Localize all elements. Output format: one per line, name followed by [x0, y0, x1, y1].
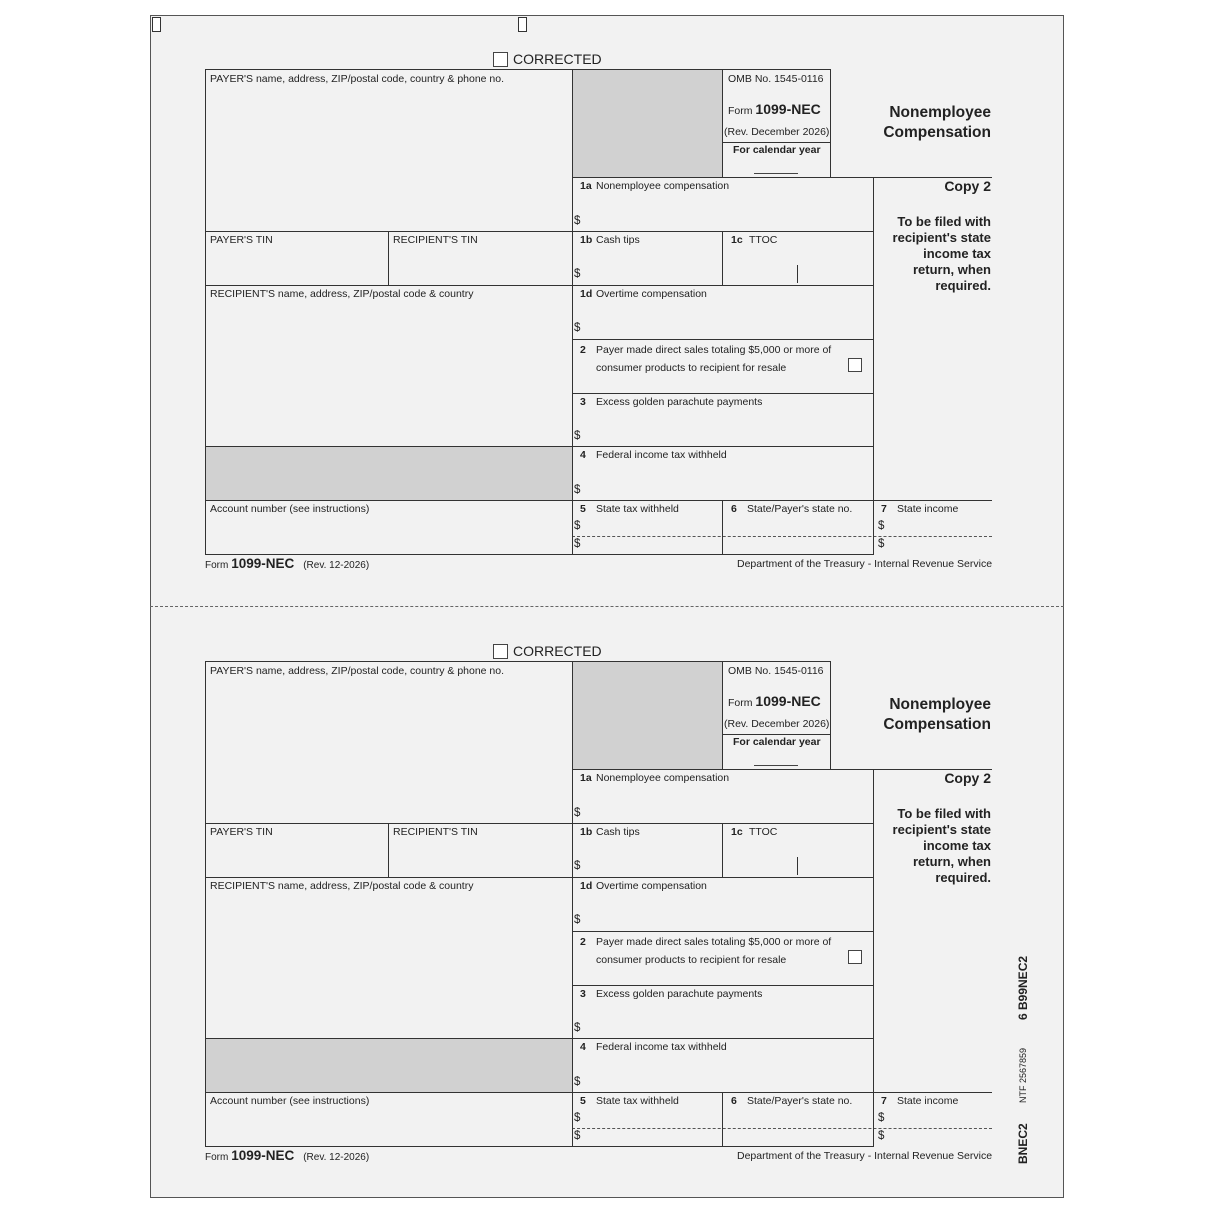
box-1d-label: 1d Overtime compensation — [580, 288, 707, 300]
footer-department: Department of the Treasury - Internal Revenue Service — [737, 558, 993, 570]
box-4-label: 4 Federal income tax withheld — [580, 449, 727, 461]
form-title: Nonemployee Compensation — [883, 104, 991, 141]
box-1a-dollar: $ — [574, 215, 581, 227]
recipient-tin-label: RECIPIENT'S TIN — [393, 234, 478, 246]
box-5-dollar-1: $ — [574, 1112, 581, 1124]
omb-number: OMB No. 1545-0116 — [728, 665, 824, 677]
revision-date: (Rev. December 2026) — [724, 718, 830, 730]
box-7-label: 7 State income — [881, 503, 959, 515]
recipient-name-label: RECIPIENT'S name, address, ZIP/postal code & country — [210, 288, 474, 300]
box-2-label: 2 Payer made direct sales totaling $5,000 or more of consumer products to recipient for resale — [580, 936, 832, 966]
footer-form-id: Form 1099-NEC (Rev. 12-2026) — [205, 1148, 370, 1163]
box-7-dollar-2: $ — [878, 1130, 885, 1142]
box-4-dollar: $ — [574, 1076, 581, 1088]
box-6-label: 6 State/Payer's state no. — [731, 1095, 853, 1107]
form-1099-nec-top — [0, 0, 1214, 580]
box-2-checkbox[interactable] — [848, 358, 862, 372]
corrected-checkbox[interactable] — [493, 644, 508, 659]
form-code-b99nec2: 6 B99NEC2 — [1016, 955, 1030, 1020]
box-5-dollar-2: $ — [574, 1130, 581, 1142]
recipient-name-label: RECIPIENT'S name, address, ZIP/postal code & country — [210, 880, 474, 892]
revision-date: (Rev. December 2026) — [724, 126, 830, 138]
omb-number: OMB No. 1545-0116 — [728, 73, 824, 85]
form-code-ntf: NTF 2567859 — [1018, 1047, 1028, 1103]
box-7-label: 7 State income — [881, 1095, 959, 1107]
box-1b-label: 1b Cash tips — [580, 234, 640, 246]
shaded-area-lower — [206, 447, 572, 500]
form-number: Form 1099-NEC — [728, 693, 821, 709]
box-7-dollar-1: $ — [878, 1112, 885, 1124]
box-1b-dollar: $ — [574, 268, 581, 280]
box-3-dollar: $ — [574, 430, 581, 442]
shaded-area-top — [572, 662, 722, 769]
box-3-label: 3 Excess golden parachute payments — [580, 988, 763, 1000]
box-4-label: 4 Federal income tax withheld — [580, 1041, 727, 1053]
calendar-year-label: For calendar year — [733, 144, 821, 156]
box-1c-label: 1c TTOC — [731, 234, 778, 246]
shaded-area-lower — [206, 1039, 572, 1092]
box-1d-dollar: $ — [574, 322, 581, 334]
copy-instructions: To be filed with recipient's state income tax return, when required. — [892, 214, 991, 293]
box-5-dollar-1: $ — [574, 520, 581, 532]
copy-instructions: To be filed with recipient's state income tax return, when required. — [892, 806, 991, 885]
payer-name-label: PAYER'S name, address, ZIP/postal code, country & phone no. — [210, 665, 505, 677]
copy-label: Copy 2 — [944, 770, 991, 786]
box-1d-label: 1d Overtime compensation — [580, 880, 707, 892]
box-5-dollar-2: $ — [574, 538, 581, 550]
box-3-dollar: $ — [574, 1022, 581, 1034]
box-5-label: 5 State tax withheld — [580, 503, 679, 515]
box-1b-label: 1b Cash tips — [580, 826, 640, 838]
box-1b-dollar: $ — [574, 860, 581, 872]
form-number: Form 1099-NEC — [728, 101, 821, 117]
box-4-dollar: $ — [574, 484, 581, 496]
recipient-tin-label: RECIPIENT'S TIN — [393, 826, 478, 838]
box-6-label: 6 State/Payer's state no. — [731, 503, 853, 515]
box-3-label: 3 Excess golden parachute payments — [580, 396, 763, 408]
box-1d-dollar: $ — [574, 914, 581, 926]
copy-label: Copy 2 — [944, 178, 991, 194]
account-number-label: Account number (see instructions) — [210, 503, 370, 515]
corrected-label: CORRECTED — [513, 643, 602, 659]
box-7-dollar-1: $ — [878, 520, 885, 532]
corrected-checkbox[interactable] — [493, 52, 508, 67]
footer-form-id: Form 1099-NEC (Rev. 12-2026) — [205, 556, 370, 571]
form-1099-nec-bottom — [0, 592, 1214, 1172]
box-1a-label: 1a Nonemployee compensation — [580, 772, 730, 784]
form-title: Nonemployee Compensation — [883, 696, 991, 733]
payer-tin-label: PAYER'S TIN — [210, 234, 273, 246]
box-1a-label: 1a Nonemployee compensation — [580, 180, 730, 192]
box-7-dollar-2: $ — [878, 538, 885, 550]
calendar-year-label: For calendar year — [733, 736, 821, 748]
box-1c-label: 1c TTOC — [731, 826, 778, 838]
corrected-label: CORRECTED — [513, 51, 602, 67]
box-2-label: 2 Payer made direct sales totaling $5,000 or more of consumer products to recipient for resale — [580, 344, 832, 374]
box-5-label: 5 State tax withheld — [580, 1095, 679, 1107]
payer-tin-label: PAYER'S TIN — [210, 826, 273, 838]
box-2-checkbox[interactable] — [848, 950, 862, 964]
form-code-bnec2: BNEC2 — [1016, 1123, 1030, 1164]
payer-name-label: PAYER'S name, address, ZIP/postal code, country & phone no. — [210, 73, 505, 85]
account-number-label: Account number (see instructions) — [210, 1095, 370, 1107]
footer-department: Department of the Treasury - Internal Revenue Service — [737, 1150, 993, 1162]
shaded-area-top — [572, 70, 722, 177]
box-1a-dollar: $ — [574, 807, 581, 819]
